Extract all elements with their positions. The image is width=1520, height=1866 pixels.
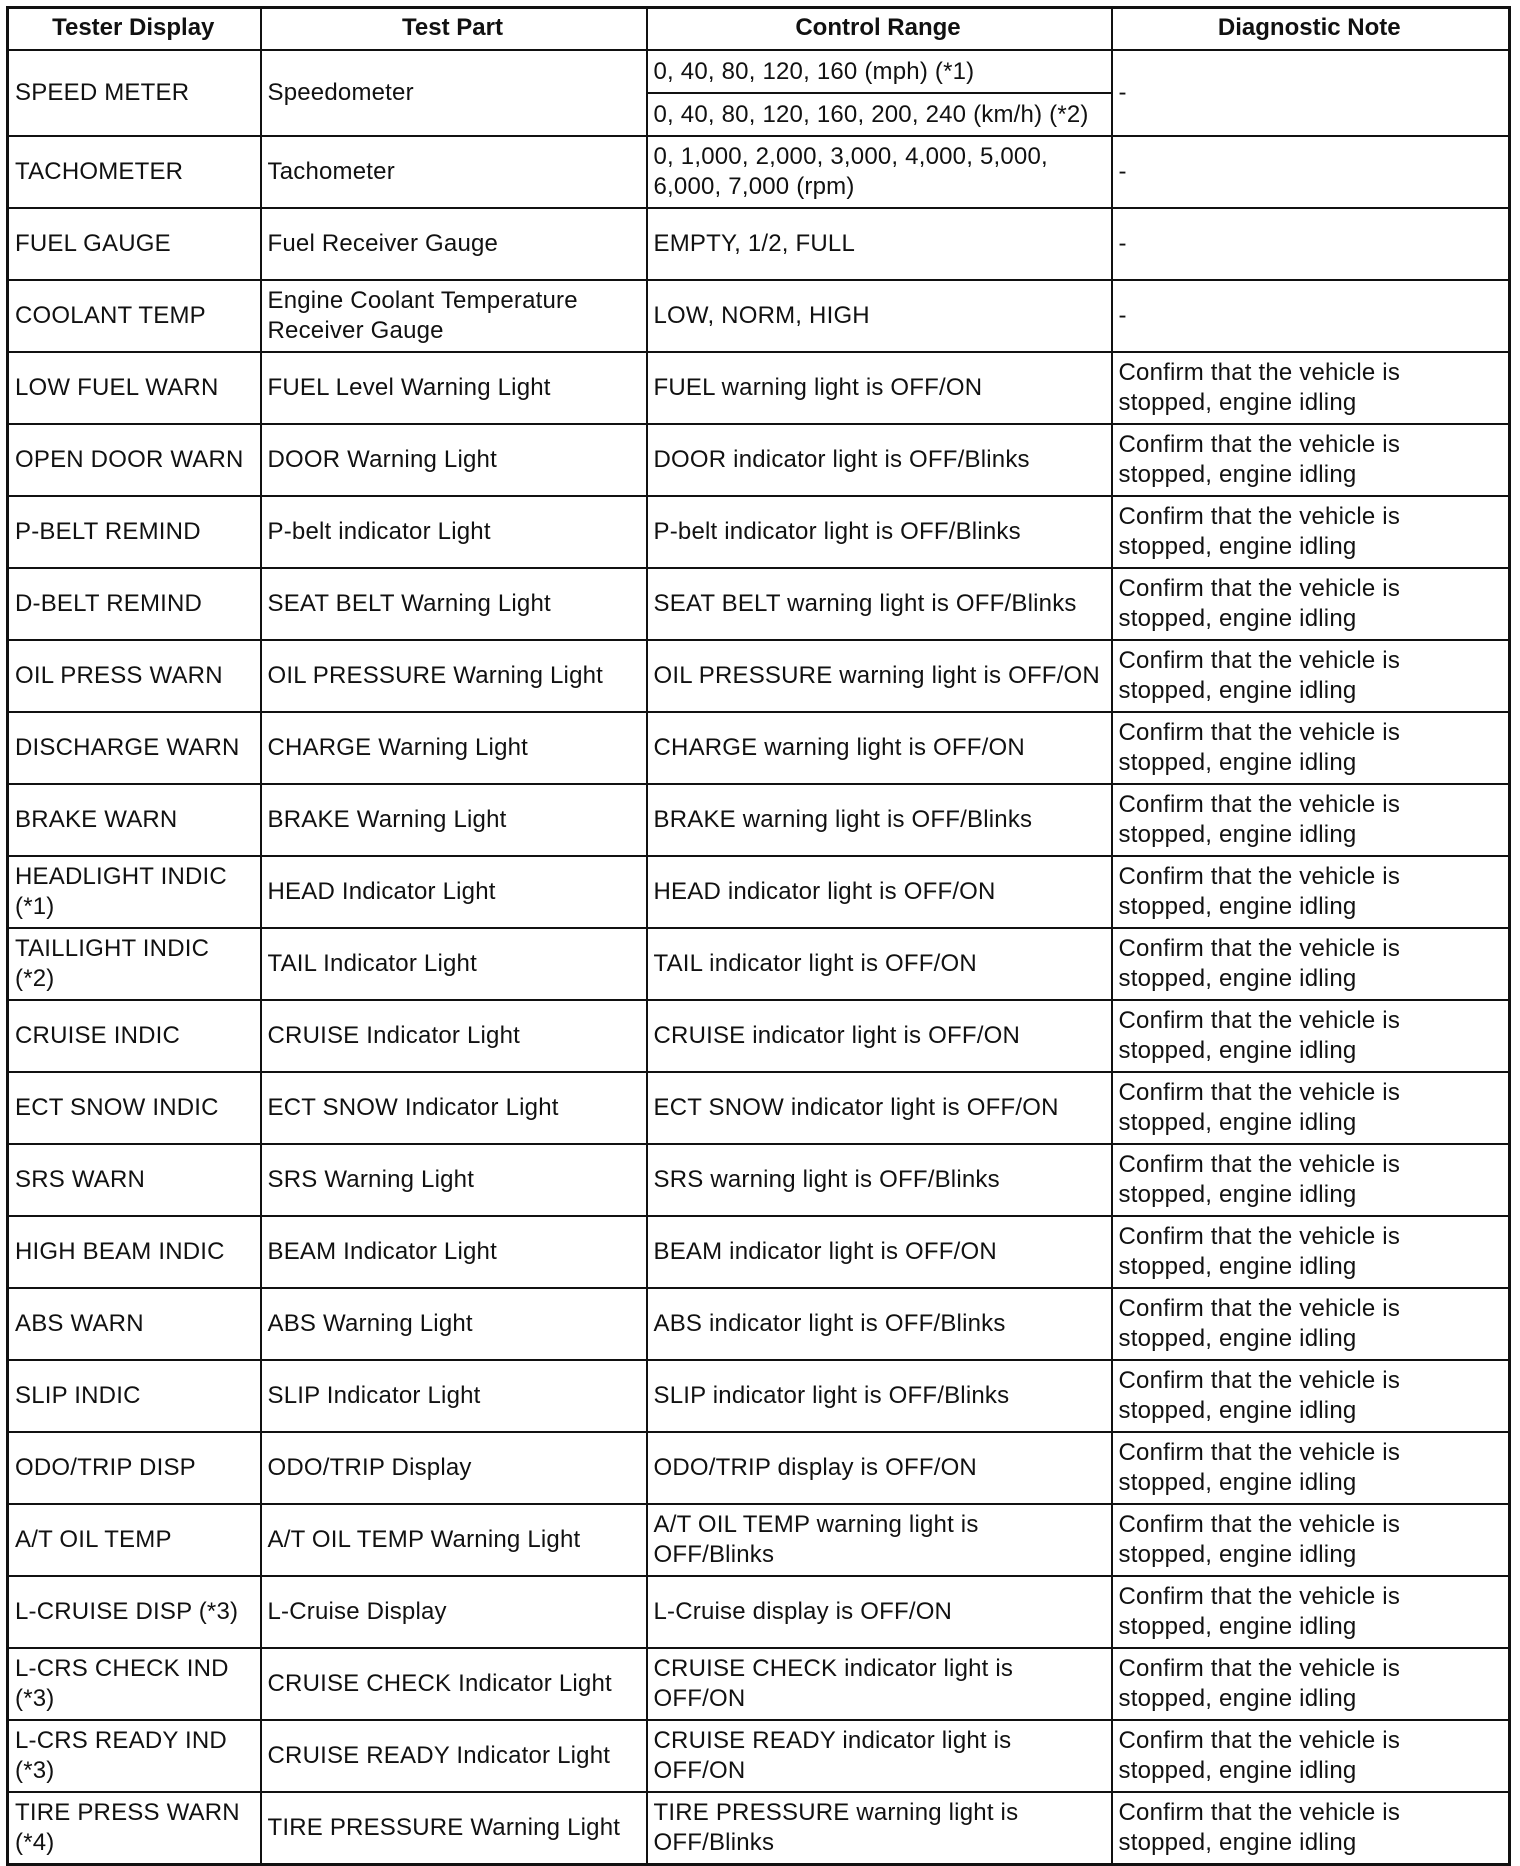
diagnostic-note-cell: Confirm that the vehicle is stopped, engine idling: [1112, 1648, 1510, 1720]
active-test-table-container: [6, 6, 1511, 1866]
table-row: [8, 1792, 1510, 1865]
diagnostic-note-cell: -: [1112, 208, 1510, 280]
test-part-cell: OIL PRESSURE Warning Light: [261, 640, 647, 712]
table-row: [8, 1720, 1510, 1792]
control-range-cell: CRUISE READY indicator light is OFF/ON: [647, 1720, 1112, 1792]
test-part-cell: CRUISE READY Indicator Light: [261, 1720, 647, 1792]
test-part-cell: ODO/TRIP Display: [261, 1432, 647, 1504]
control-range-cell: OIL PRESSURE warning light is OFF/ON: [647, 640, 1112, 712]
tester-display-cell: HEADLIGHT INDIC (*1): [8, 856, 261, 928]
test-part-cell: Engine Coolant Temperature Receiver Gauge: [261, 280, 647, 352]
test-part-cell: ABS Warning Light: [261, 1288, 647, 1360]
test-part-cell: L-Cruise Display: [261, 1576, 647, 1648]
control-range-cell: BEAM indicator light is OFF/ON: [647, 1216, 1112, 1288]
table-row: [8, 352, 1510, 424]
diagnostic-note-cell: Confirm that the vehicle is stopped, engine idling: [1112, 712, 1510, 784]
control-range-cell: TIRE PRESSURE warning light is OFF/Blinks: [647, 1792, 1112, 1865]
diagnostic-note-cell: Confirm that the vehicle is stopped, engine idling: [1112, 424, 1510, 496]
table-row: [8, 856, 1510, 928]
control-range-cell: SEAT BELT warning light is OFF/Blinks: [647, 568, 1112, 640]
diagnostic-note-cell: Confirm that the vehicle is stopped, engine idling: [1112, 1144, 1510, 1216]
diagnostic-note-cell: Confirm that the vehicle is stopped, engine idling: [1112, 928, 1510, 1000]
table-row: [8, 280, 1510, 352]
diagnostic-note-cell: Confirm that the vehicle is stopped, engine idling: [1112, 640, 1510, 712]
control-range-cell: HEAD indicator light is OFF/ON: [647, 856, 1112, 928]
test-part-cell: Tachometer: [261, 136, 647, 208]
header-control-range: Control Range: [647, 8, 1112, 51]
active-test-table: [6, 6, 1511, 1866]
control-range-cell: EMPTY, 1/2, FULL: [647, 208, 1112, 280]
test-part-cell: BRAKE Warning Light: [261, 784, 647, 856]
diagnostic-note-cell: -: [1112, 50, 1510, 136]
test-part-cell: Fuel Receiver Gauge: [261, 208, 647, 280]
control-range-cell: TAIL indicator light is OFF/ON: [647, 928, 1112, 1000]
table-row: [8, 496, 1510, 568]
diagnostic-note-cell: Confirm that the vehicle is stopped, engine idling: [1112, 1000, 1510, 1072]
control-range-cell: 0, 40, 80, 120, 160, 200, 240 (km/h) (*2): [647, 93, 1112, 136]
table-row: [8, 424, 1510, 496]
diagnostic-note-cell: -: [1112, 280, 1510, 352]
table-row: [8, 208, 1510, 280]
tester-display-cell: TAILLIGHT INDIC (*2): [8, 928, 261, 1000]
control-range-cell: ODO/TRIP display is OFF/ON: [647, 1432, 1112, 1504]
test-part-cell: CRUISE CHECK Indicator Light: [261, 1648, 647, 1720]
control-range-cell: CRUISE indicator light is OFF/ON: [647, 1000, 1112, 1072]
test-part-cell: CRUISE Indicator Light: [261, 1000, 647, 1072]
test-part-cell: P-belt indicator Light: [261, 496, 647, 568]
test-part-cell: SEAT BELT Warning Light: [261, 568, 647, 640]
table-row: [8, 784, 1510, 856]
header-test-part: Test Part: [261, 8, 647, 51]
table-header-row: [8, 8, 1510, 51]
table-row: [8, 1216, 1510, 1288]
table-row: [8, 1576, 1510, 1648]
tester-display-cell: L-CRS CHECK IND (*3): [8, 1648, 261, 1720]
diagnostic-note-cell: Confirm that the vehicle is stopped, engine idling: [1112, 1360, 1510, 1432]
tester-display-cell: DISCHARGE WARN: [8, 712, 261, 784]
diagnostic-note-cell: Confirm that the vehicle is stopped, engine idling: [1112, 784, 1510, 856]
tester-display-cell: ECT SNOW INDIC: [8, 1072, 261, 1144]
control-range-cell: L-Cruise display is OFF/ON: [647, 1576, 1112, 1648]
tester-display-cell: SPEED METER: [8, 50, 261, 136]
table-row: [8, 1360, 1510, 1432]
control-range-cell: P-belt indicator light is OFF/Blinks: [647, 496, 1112, 568]
diagnostic-note-cell: -: [1112, 136, 1510, 208]
header-diagnostic-note: Diagnostic Note: [1112, 8, 1510, 51]
tester-display-cell: SLIP INDIC: [8, 1360, 261, 1432]
tester-display-cell: FUEL GAUGE: [8, 208, 261, 280]
tester-display-cell: L-CRUISE DISP (*3): [8, 1576, 261, 1648]
tester-display-cell: A/T OIL TEMP: [8, 1504, 261, 1576]
test-part-cell: BEAM Indicator Light: [261, 1216, 647, 1288]
test-part-cell: Speedometer: [261, 50, 647, 136]
diagnostic-note-cell: Confirm that the vehicle is stopped, engine idling: [1112, 1432, 1510, 1504]
tester-display-cell: TACHOMETER: [8, 136, 261, 208]
diagnostic-note-cell: Confirm that the vehicle is stopped, engine idling: [1112, 1576, 1510, 1648]
tester-display-cell: ABS WARN: [8, 1288, 261, 1360]
tester-display-cell: OIL PRESS WARN: [8, 640, 261, 712]
test-part-cell: TIRE PRESSURE Warning Light: [261, 1792, 647, 1865]
control-range-cell: 0, 1,000, 2,000, 3,000, 4,000, 5,000, 6,000, 7,000 (rpm): [647, 136, 1112, 208]
table-row: [8, 1504, 1510, 1576]
table-row: [8, 1144, 1510, 1216]
table-row: [8, 1072, 1510, 1144]
table-row: [8, 1000, 1510, 1072]
control-range-cell: CHARGE warning light is OFF/ON: [647, 712, 1112, 784]
test-part-cell: TAIL Indicator Light: [261, 928, 647, 1000]
test-part-cell: DOOR Warning Light: [261, 424, 647, 496]
tester-display-cell: LOW FUEL WARN: [8, 352, 261, 424]
diagnostic-note-cell: Confirm that the vehicle is stopped, engine idling: [1112, 1072, 1510, 1144]
test-part-cell: SLIP Indicator Light: [261, 1360, 647, 1432]
tester-display-cell: P-BELT REMIND: [8, 496, 261, 568]
tester-display-cell: OPEN DOOR WARN: [8, 424, 261, 496]
tester-display-cell: TIRE PRESS WARN (*4): [8, 1792, 261, 1865]
control-range-cell: SRS warning light is OFF/Blinks: [647, 1144, 1112, 1216]
diagnostic-note-cell: Confirm that the vehicle is stopped, engine idling: [1112, 1720, 1510, 1792]
tester-display-cell: HIGH BEAM INDIC: [8, 1216, 261, 1288]
table-row: [8, 928, 1510, 1000]
diagnostic-note-cell: Confirm that the vehicle is stopped, engine idling: [1112, 568, 1510, 640]
control-range-cell: ABS indicator light is OFF/Blinks: [647, 1288, 1112, 1360]
tester-display-cell: SRS WARN: [8, 1144, 261, 1216]
tester-display-cell: ODO/TRIP DISP: [8, 1432, 261, 1504]
table-row: [8, 136, 1510, 208]
diagnostic-note-cell: Confirm that the vehicle is stopped, engine idling: [1112, 352, 1510, 424]
table-row: [8, 1648, 1510, 1720]
tester-display-cell: COOLANT TEMP: [8, 280, 261, 352]
control-range-cell: BRAKE warning light is OFF/Blinks: [647, 784, 1112, 856]
diagnostic-note-cell: Confirm that the vehicle is stopped, engine idling: [1112, 1216, 1510, 1288]
diagnostic-note-cell: Confirm that the vehicle is stopped, engine idling: [1112, 1288, 1510, 1360]
diagnostic-note-cell: Confirm that the vehicle is stopped, engine idling: [1112, 1504, 1510, 1576]
table-row: [8, 50, 1510, 93]
control-range-cell: A/T OIL TEMP warning light is OFF/Blinks: [647, 1504, 1112, 1576]
diagnostic-note-cell: Confirm that the vehicle is stopped, engine idling: [1112, 496, 1510, 568]
control-range-cell: LOW, NORM, HIGH: [647, 280, 1112, 352]
test-part-cell: FUEL Level Warning Light: [261, 352, 647, 424]
tester-display-cell: BRAKE WARN: [8, 784, 261, 856]
control-range-cell: DOOR indicator light is OFF/Blinks: [647, 424, 1112, 496]
tester-display-cell: CRUISE INDIC: [8, 1000, 261, 1072]
header-tester-display: Tester Display: [8, 8, 261, 51]
control-range-cell: CRUISE CHECK indicator light is OFF/ON: [647, 1648, 1112, 1720]
table-row: [8, 1432, 1510, 1504]
diagnostic-note-cell: Confirm that the vehicle is stopped, engine idling: [1112, 1792, 1510, 1865]
table-row: [8, 712, 1510, 784]
table-row: [8, 1288, 1510, 1360]
test-part-cell: CHARGE Warning Light: [261, 712, 647, 784]
control-range-cell: SLIP indicator light is OFF/Blinks: [647, 1360, 1112, 1432]
table-row: [8, 568, 1510, 640]
table-row: [8, 640, 1510, 712]
tester-display-cell: L-CRS READY IND (*3): [8, 1720, 261, 1792]
test-part-cell: ECT SNOW Indicator Light: [261, 1072, 647, 1144]
test-part-cell: HEAD Indicator Light: [261, 856, 647, 928]
tester-display-cell: D-BELT REMIND: [8, 568, 261, 640]
test-part-cell: A/T OIL TEMP Warning Light: [261, 1504, 647, 1576]
control-range-cell: 0, 40, 80, 120, 160 (mph) (*1): [647, 50, 1112, 93]
test-part-cell: SRS Warning Light: [261, 1144, 647, 1216]
diagnostic-note-cell: Confirm that the vehicle is stopped, engine idling: [1112, 856, 1510, 928]
control-range-cell: FUEL warning light is OFF/ON: [647, 352, 1112, 424]
control-range-cell: ECT SNOW indicator light is OFF/ON: [647, 1072, 1112, 1144]
